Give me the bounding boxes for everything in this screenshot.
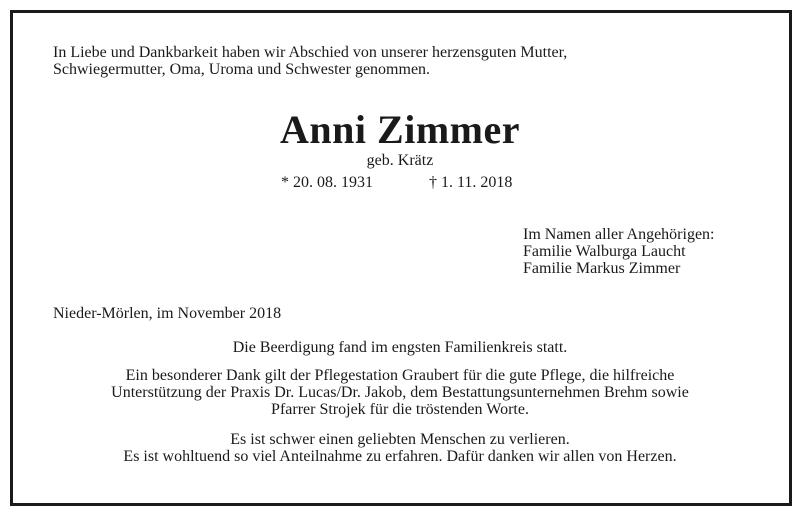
signoff-line: Familie Walburga Laucht bbox=[523, 243, 686, 260]
closing-paragraph bbox=[0, 431, 800, 465]
family-signoff bbox=[523, 226, 715, 277]
thanks-paragraph bbox=[0, 367, 800, 418]
intro-line: In Liebe und Dankbarkeit haben wir Abschied von unserer herzensguten Mutter, bbox=[53, 44, 568, 61]
intro-line: Schwiegermutter, Oma, Uroma und Schwester genommen. bbox=[53, 61, 431, 78]
signoff-line: Familie Markus Zimmer bbox=[523, 260, 681, 277]
thanks-line: Ein besonderer Dank gilt der Pflegestation Graubert für die gute Pflege, die hilfreiche bbox=[125, 367, 675, 384]
funeral-note: Die Beerdigung fand im engsten Familienkreis statt. bbox=[232, 339, 568, 356]
closing-line: Es ist wohltuend so viel Anteilnahme zu erfahren. Dafür danken wir allen von Herzen. bbox=[123, 448, 677, 465]
intro-text bbox=[53, 44, 567, 78]
maiden-name: geb. Krätz bbox=[366, 152, 434, 169]
place-date: Nieder-Mörlen, im November 2018 bbox=[53, 305, 282, 322]
signoff-line: Im Namen aller Angehörigen: bbox=[523, 226, 715, 243]
closing-line: Es ist schwer einen geliebten Menschen zu verlieren. bbox=[230, 431, 570, 448]
deceased-name: Anni Zimmer bbox=[280, 107, 520, 152]
birth-date: * 20. 08. 1931 bbox=[281, 174, 373, 191]
death-date: † 1. 11. 2018 bbox=[429, 174, 513, 191]
thanks-line: Unterstützung der Praxis Dr. Lucas/Dr. Jakob, dem Bestattungsunternehmen Brehm sowie bbox=[111, 384, 689, 401]
thanks-line: Pfarrer Strojek für die tröstenden Worte. bbox=[271, 401, 529, 418]
